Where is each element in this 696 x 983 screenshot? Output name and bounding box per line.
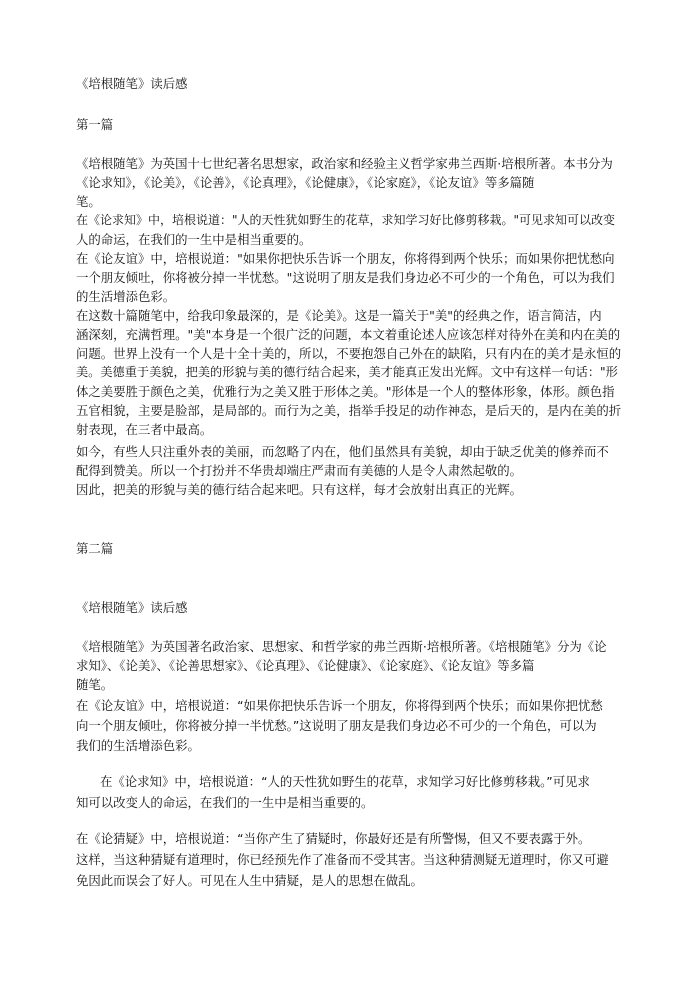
paragraph-line: 向一个朋友倾吐，你将被分掉一半忧愁。”这说明了朋友是我们身边必不可少的一个角色，可以为 — [76, 718, 597, 733]
paragraph-line: 涵深刻，充满哲理。"美"本身是一个很广泛的问题，本文着重论述人应该怎样对待外在美和内在美的 — [76, 327, 621, 342]
paragraph-line: 一个朋友倾吐，你将被分掉一半忧愁。"这说明了朋友是我们身边必不可少的一个角色，可以为我们 — [76, 270, 615, 285]
paragraph-line: 的生活增添色彩。 — [76, 289, 176, 304]
paragraph-line: 射表现，在三者中最高。 — [76, 422, 213, 437]
paragraph-line: 问题。世界上没有一个人是十全十美的，所以，不要抱怨自己外在的缺陷，只有内在的美才是永恒的 — [76, 346, 622, 361]
paragraph-line: 《培根随笔》为英国十七世纪著名思想家，政治家和经验主义哲学家弗兰西斯·培根所著。本书分为 — [76, 156, 613, 171]
paragraph-line: 在《论求知》中，培根说道：“人的天性犹如野生的花草，求知学习好比修剪移栽。”可见求 — [100, 774, 590, 789]
paragraph-line: 《论求知》，《论美》，《论善》，《论真理》，《论健康》，《论家庭》，《论友谊》等多篇随 — [76, 175, 535, 190]
paragraph-line: 在《论猜疑》中，培根说道：“当你产生了猜疑时，你最好还是有所警惕，但又不要表露于外。 — [76, 831, 591, 846]
paragraph-line: 《培根随笔》为英国著名政治家、思想家、和哲学家的弗兰西斯·培根所著。《培根随笔》分为《论 — [76, 639, 607, 654]
paragraph-line: 笔。 — [76, 194, 101, 209]
paragraph-line: 如今，有些人只注重外表的美丽，而忽略了内在，他们虽然具有美貌，却由于缺乏优美的修养而不 — [76, 444, 609, 459]
paragraph-line: 我们的生活增添色彩。 — [76, 738, 200, 753]
paragraph-line: 五官相貌，主要是脸部，是局部的。而行为之美，指举手投足的动作神态，是后天的，是内在美的折 — [76, 403, 622, 418]
paragraph-line: 随笔。 — [76, 677, 114, 692]
paragraph-line: 求知》、《论美》、《论善思想家》、《论真理》、《论健康》、《论家庭》、《论友谊》等多篇 — [76, 658, 535, 673]
paragraph-line: 配得到赞美。所以一个打扮并不华贵却端庄严肃而有美德的人是令人肃然起敬的。 — [76, 463, 523, 478]
paragraph-line: 体之美要胜于颜色之美，优雅行为之美又胜于形体之美。"形体是一个人的整体形象，体形。颜色指 — [76, 384, 615, 399]
paragraph-line: 在《论求知》中，培根说道："人的天性犹如野生的花草，求知学习好比修剪移栽。"可见求知可以改变 — [76, 213, 616, 227]
section-title: 第二篇 — [76, 541, 114, 556]
doc-title: 《培根随笔》读后感 — [76, 600, 188, 615]
paragraph-line: 这样，当这种猜疑有道理时，你已经预先作了准备而不受其害。当这种猜测疑无道理时，你又可避 — [76, 852, 609, 867]
paragraph-line: 美。美德重于美貌，把美的形貌与美的德行结合起来，美才能真正发出光辉。文中有这样一句话："形 — [76, 365, 618, 379]
paragraph-line: 在《论友谊》中，培根说道：“如果你把快乐告诉一个朋友，你将得到两个快乐；而如果你把忧愁 — [76, 698, 603, 713]
paragraph-line: 在这数十篇随笔中，给我印象最深的，是《论美》。这是一篇关于"美"的经典之作，语言简洁，内 — [76, 308, 602, 323]
doc-title: 《培根随笔》读后感 — [76, 76, 188, 91]
paragraph-line: 免因此而误会了好人。可见在人生中猜疑，是人的思想在做乱。 — [76, 873, 423, 888]
paragraph-line: 知可以改变人的命运，在我们的一生中是相当重要的。 — [76, 795, 374, 810]
paragraph-line: 人的命运，在我们的一生中是相当重要的。 — [76, 232, 312, 247]
paragraph-line: 因此，把美的形貌与美的德行结合起来吧。只有这样，每才会放射出真正的光辉。 — [76, 482, 523, 497]
section-title: 第一篇 — [76, 117, 114, 132]
paragraph-line: 在《论友谊》中，培根说道："如果你把快乐告诉一个朋友，你将得到两个快乐；而如果你把忧愁向 — [76, 251, 615, 266]
